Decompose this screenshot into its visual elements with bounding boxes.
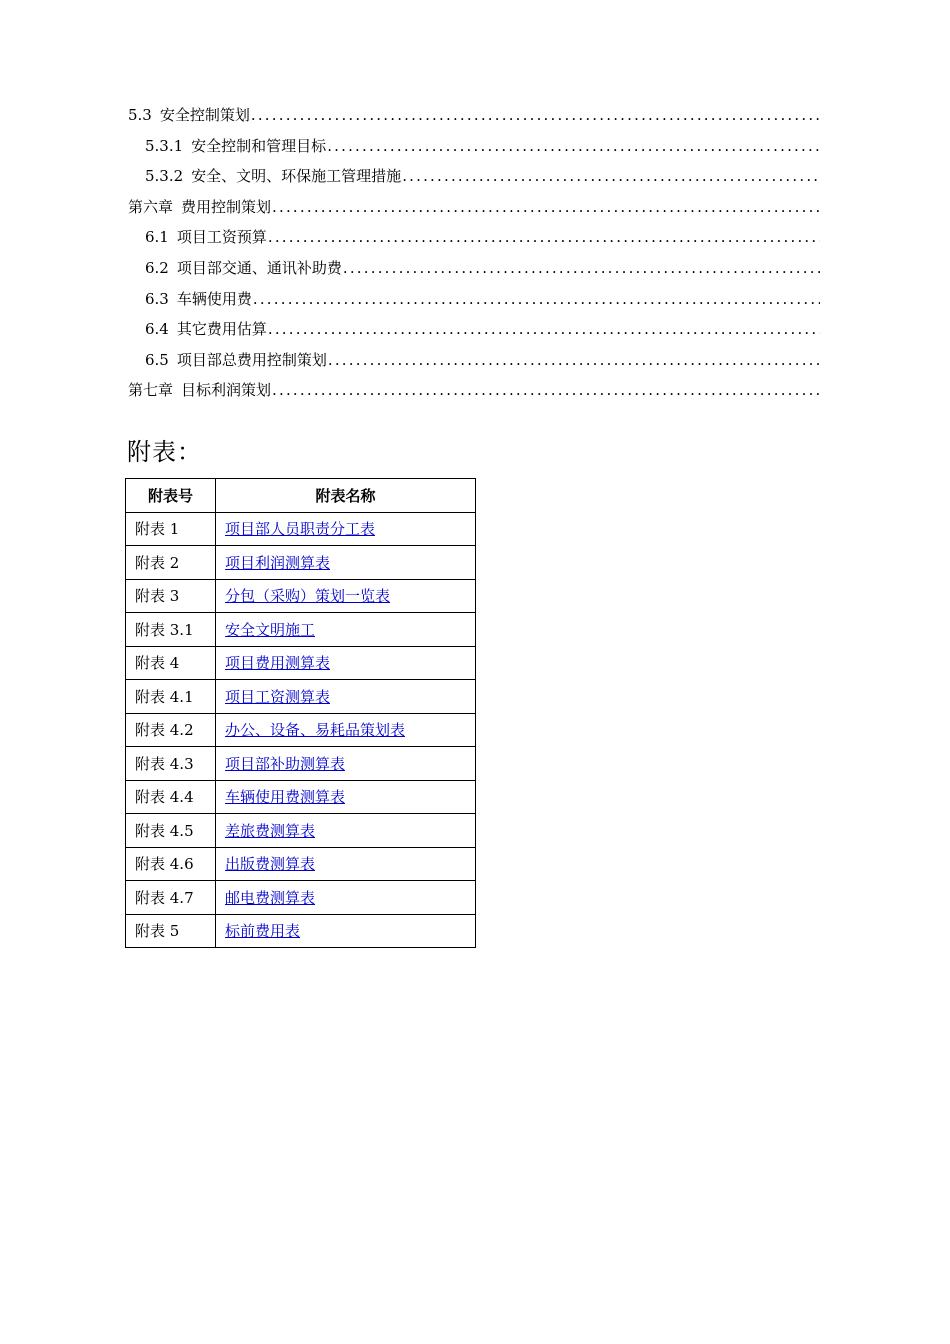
- appendix-link[interactable]: 项目工资测算表: [225, 687, 331, 706]
- appendix-link[interactable]: 邮电费测算表: [225, 888, 316, 907]
- appendix-table: [125, 478, 476, 948]
- appendix-link[interactable]: 办公、设备、易耗品策划表: [225, 721, 406, 740]
- toc-leader-dots: [251, 100, 820, 131]
- appendix-link[interactable]: 项目部补助测算表: [225, 754, 346, 773]
- toc-entry-5-3-2[interactable]: [128, 161, 820, 192]
- column-header-name: 附表名称: [216, 479, 476, 513]
- toc-entry-6-4[interactable]: [128, 314, 820, 345]
- toc-entry-number: 6.2: [145, 258, 169, 277]
- appendix-number: 附表 4: [126, 646, 216, 680]
- toc-leader-dots: [272, 192, 820, 223]
- toc-entry-number: 第七章: [128, 381, 174, 400]
- toc-entry-number: 6.1: [145, 228, 169, 247]
- appendix-link[interactable]: 出版费测算表: [225, 855, 316, 874]
- toc-entry-title: 项目部交通、通讯补助费: [176, 258, 342, 277]
- toc-entry-6-1[interactable]: [128, 222, 820, 253]
- appendix-link[interactable]: 差旅费测算表: [225, 821, 316, 840]
- toc-entry-number: 5.3.2: [145, 167, 184, 186]
- toc-entry-chapter-7[interactable]: [128, 375, 820, 406]
- table-row: [126, 713, 476, 747]
- toc-entry-number: 第六章: [128, 197, 174, 216]
- appendix-link[interactable]: 车辆使用费测算表: [225, 788, 346, 807]
- appendix-number: 附表 3: [126, 579, 216, 613]
- toc-leader-dots: [268, 314, 820, 345]
- toc-entry-number: 6.5: [145, 350, 169, 369]
- toc-entry-5-3[interactable]: [128, 100, 820, 131]
- appendix-number: 附表 4.2: [126, 713, 216, 747]
- table-row: [126, 613, 476, 647]
- appendix-number: 附表 1: [126, 512, 216, 546]
- toc-entry-number: 5.3: [128, 106, 152, 124]
- appendix-number: 附表 4.1: [126, 680, 216, 714]
- appendix-link[interactable]: 分包（采购）策划一览表: [225, 587, 391, 606]
- toc-leader-dots: [402, 161, 820, 192]
- table-row: [126, 747, 476, 781]
- toc-leader-dots: [328, 345, 820, 376]
- toc-leader-dots: [327, 131, 820, 162]
- toc-entry-title: 安全、文明、环保施工管理措施: [191, 167, 402, 186]
- toc-entry-title: 费用控制策划: [181, 197, 272, 216]
- appendix-link[interactable]: 标前费用表: [225, 922, 301, 941]
- toc-entry-title: 车辆使用费: [176, 289, 252, 308]
- toc-entry-6-5[interactable]: [128, 345, 820, 376]
- appendix-link[interactable]: 项目利润测算表: [225, 553, 331, 572]
- toc-entry-title: 安全控制和管理目标: [191, 136, 327, 155]
- toc-entry-title: 安全控制策划: [159, 106, 250, 124]
- table-row: [126, 780, 476, 814]
- toc-entry-chapter-6[interactable]: [128, 192, 820, 223]
- toc-entry-title: 其它费用估算: [176, 320, 267, 339]
- appendix-number: 附表 2: [126, 546, 216, 580]
- appendix-link[interactable]: 项目部人员职责分工表: [225, 520, 376, 539]
- toc-entry-title: 目标利润策划: [181, 381, 272, 400]
- toc-entry-number: 5.3.1: [145, 136, 184, 155]
- appendix-heading: 附表：: [127, 438, 202, 466]
- table-header-row: [126, 479, 476, 513]
- appendix-number: 附表 4.5: [126, 814, 216, 848]
- appendix-number: 附表 4.4: [126, 780, 216, 814]
- toc-entry-6-3[interactable]: [128, 284, 820, 315]
- appendix-number: 附表 5: [126, 914, 216, 948]
- table-row: [126, 579, 476, 613]
- appendix-link[interactable]: 项目费用测算表: [225, 654, 331, 673]
- appendix-number: 附表 3.1: [126, 613, 216, 647]
- toc-entry-6-2[interactable]: [128, 253, 820, 284]
- appendix-number: 附表 4.3: [126, 747, 216, 781]
- table-row: [126, 814, 476, 848]
- toc-entry-number: 6.3: [145, 289, 169, 308]
- toc-entry-5-3-1[interactable]: [128, 131, 820, 162]
- toc-leader-dots: [272, 375, 820, 406]
- toc-entry-number: 6.4: [145, 320, 169, 339]
- table-row: [126, 914, 476, 948]
- toc-leader-dots: [268, 222, 820, 253]
- column-header-number: 附表号: [126, 479, 216, 513]
- table-row: [126, 847, 476, 881]
- toc-leader-dots: [343, 253, 820, 284]
- table-row: [126, 881, 476, 915]
- table-row: [126, 680, 476, 714]
- table-of-contents: [128, 100, 820, 406]
- appendix-number: 附表 4.6: [126, 847, 216, 881]
- appendix-link[interactable]: 安全文明施工: [225, 620, 316, 639]
- toc-entry-title: 项目部总费用控制策划: [176, 350, 327, 369]
- table-row: [126, 546, 476, 580]
- table-row: [126, 512, 476, 546]
- appendix-number: 附表 4.7: [126, 881, 216, 915]
- toc-entry-title: 项目工资预算: [176, 228, 267, 247]
- table-row: [126, 646, 476, 680]
- toc-leader-dots: [253, 284, 820, 315]
